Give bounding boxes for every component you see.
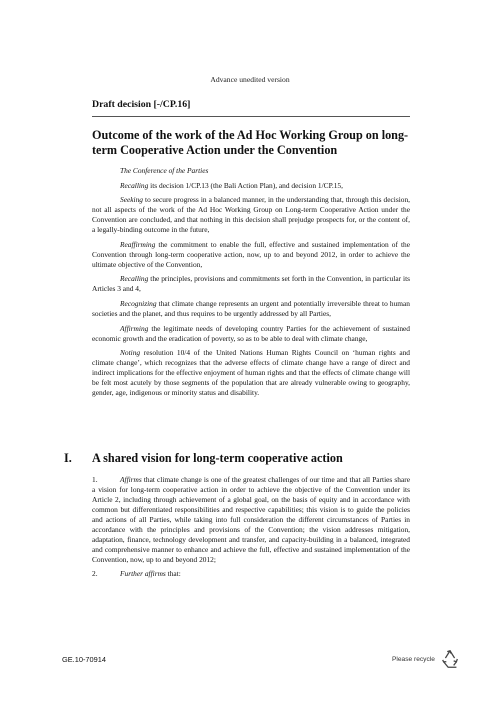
preamble-block: [92, 166, 410, 403]
preamble-text: the principles, provisions and commitments set forth in the Convention, in particular its Articles 3 and 4,: [92, 274, 410, 294]
header-note: Advance unedited version: [210, 75, 290, 84]
preamble-paragraph: [92, 299, 410, 319]
section-title: A shared vision for long-term cooperative action: [92, 451, 343, 465]
preamble-lead: Recognizing: [120, 298, 157, 308]
preamble-text: the commitment to enable the full, effective and sustained implementation of the Convention through long-term cooperative action, now, up to and beyond 2012, in order to achieve the ultimate objective of the Convention,: [92, 239, 410, 269]
recycle-text: Please recycle: [392, 655, 435, 663]
section-body: [92, 475, 410, 584]
preamble-lead: Noting: [120, 348, 141, 358]
preamble-paragraph: [92, 181, 410, 191]
preamble-paragraph: [92, 195, 410, 235]
title-divider: [92, 116, 410, 117]
paragraph-text: that climate change is one of the greatest challenges of our time and that all Parties share a vision for long-term cooperative action in order to achieve the objective of the Convention under its Article 2, including through achievement of a global goal, on the basis of equity and in accordance with common but differentiated responsibilities and respective capabilities; this vision is to guide the policies and actions of all Parties, while taking into full consideration the different circumstances of Parties in accordance with the principles and provisions of the Convention; the vision addresses mitigation, adaptation, finance, technology development and transfer, and capacity-building in a balanced, integrated and comprehensive manner to enhance and achieve the full, effective and sustained implementation of the Convention, now, up to and beyond 2012;: [92, 475, 410, 564]
preamble-lead: Reaffirming: [120, 239, 156, 249]
recycle-notice: [392, 648, 461, 670]
preamble-paragraph: [92, 324, 410, 344]
document-title: Outcome of the work of the Ad Hoc Working Group on long-term Cooperative Action under the Convention: [92, 128, 409, 157]
preamble-paragraph: [92, 348, 410, 398]
preamble-lead: Recalling: [120, 274, 149, 284]
intro-line: The Conference of the Parties: [120, 166, 209, 175]
numbered-paragraph: [92, 475, 410, 565]
paragraph-text: that:: [165, 569, 181, 579]
preamble-text: its decision 1/CP.13 (the Bali Action Plan), and decision 1/CP.15,: [148, 180, 343, 190]
preamble-text: resolution 10/4 of the United Nations Human Rights Council on ‘human rights and climate change’, which recognizes that the adverse effects of climate change have a range of direct and indirect implications for the effective enjoyment of human rights and that the effects of climate change will be felt most acutely by those segments of the population that are already vulnerable owing to geography, gender, age, indigenous or minority status and disability.: [92, 348, 410, 398]
section-heading: [64, 451, 444, 466]
preamble-text: to secure progress in a balanced manner, in the understanding that, through this decision, not all aspects of the work of the Ad Hoc Working Group on Long-term Cooperative Action under the Convention are concluded, and that nothing in this decision shall prejudge prospects for, or the content of, a legally-binding outcome in the future,: [92, 195, 410, 235]
paragraph-lead: Further affirms: [120, 569, 166, 579]
recycle-icon: [439, 648, 461, 670]
preamble-paragraph: [92, 240, 410, 270]
paragraph-number: 1.: [92, 475, 98, 484]
preamble-lead: Seeking: [120, 195, 143, 205]
document-code: GE.10-70914: [62, 655, 106, 664]
paragraph-number: 2.: [92, 569, 98, 579]
preamble-paragraph: [92, 274, 410, 294]
paragraph-lead: Affirms: [120, 475, 142, 484]
preamble-lead: Recalling: [120, 180, 149, 190]
preamble-text: that climate change represents an urgent and potentially irreversible threat to human societies and the planet, and thus requires to be urgently addressed by all Parties,: [92, 298, 410, 318]
numbered-paragraph: [92, 569, 410, 579]
decision-label: Draft decision [-/CP.16]: [92, 99, 191, 110]
section-number: I.: [64, 451, 72, 465]
preamble-text: the legitimate needs of developing country Parties for the achievement of sustained economic growth and the eradication of poverty, so as to be able to deal with climate change,: [92, 323, 410, 343]
preamble-lead: Affirming: [120, 323, 149, 333]
